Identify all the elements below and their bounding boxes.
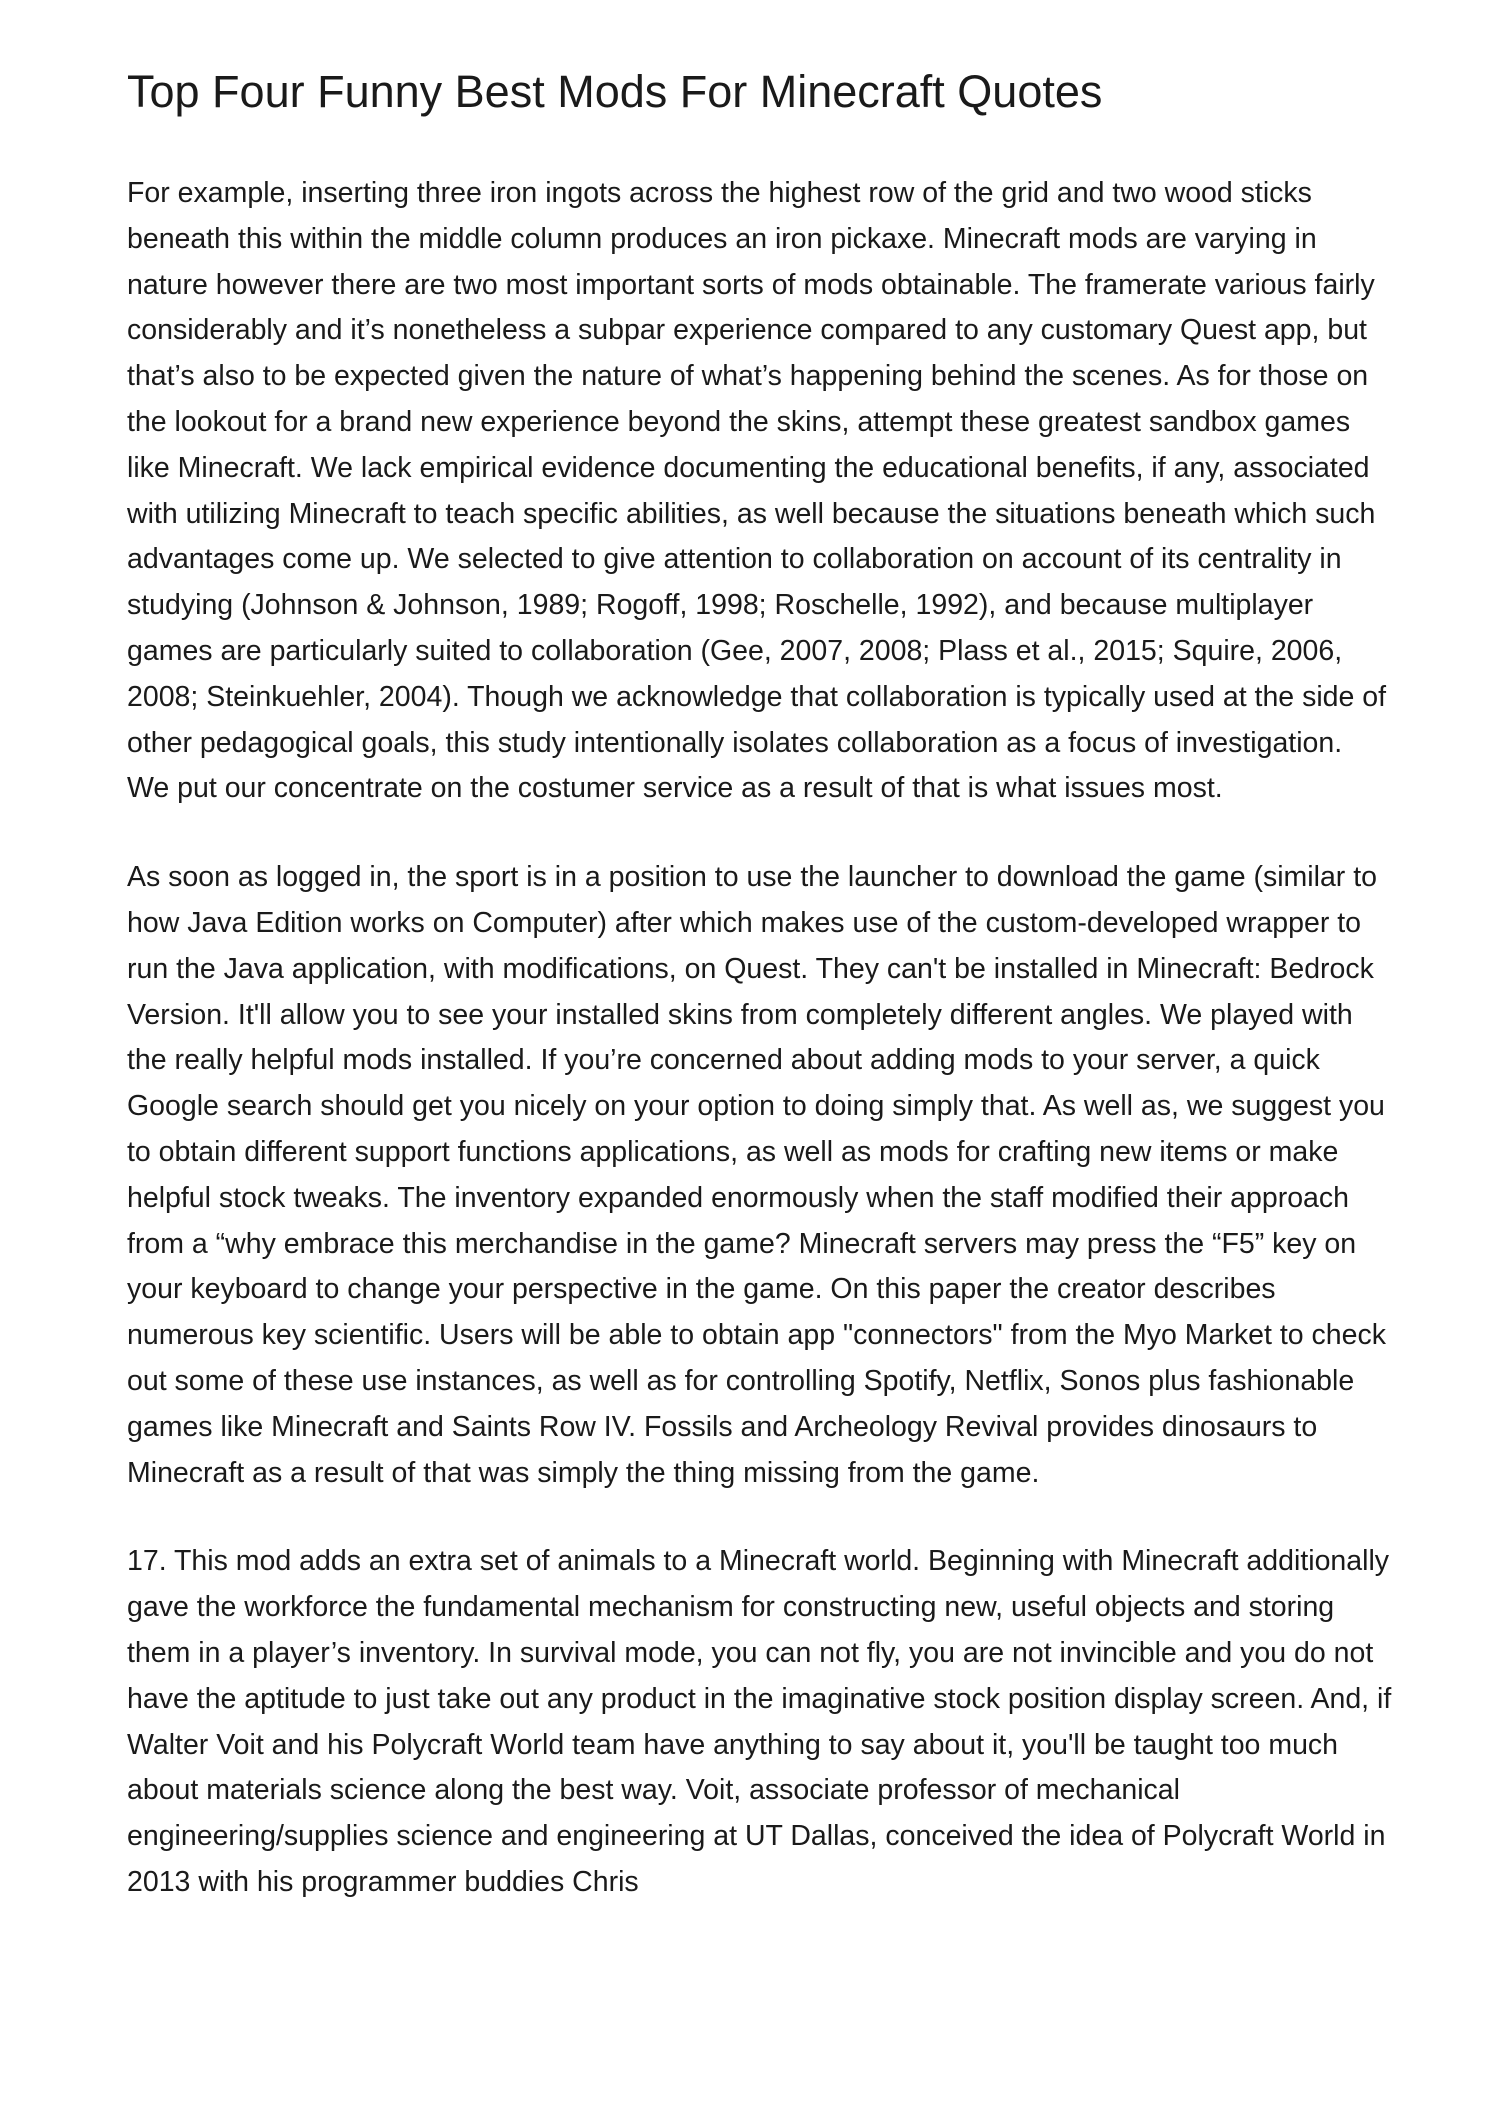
paragraph-1: For example, inserting three iron ingots across the highest row of the grid and two wood sticks beneath this within the middle column produces an iron pickaxe. Minecraft mods are varying in nature however there are two most important sorts of mods obtainable. The framerate various fairly considerably and it’s nonetheless a subpar experience compared to any customary Quest app, but that’s also to be expected given the nature of what’s happening behind the scenes. As for those on the lookout for a brand new experience beyond the skins, attempt these greatest sandbox games like Minecraft. We lack empirical evidence documenting the educational benefits, if any, associated with utilizing Minecraft to teach specific abilities, as well because the situations beneath which such advantages come up. We selected to give attention to collaboration on account of its centrality in studying (Johnson & Johnson, 1989; Rogoff, 1998; Roschelle, 1992), and because multiplayer games are particularly suited to collaboration (Gee, 2007, 2008; Plass et al., 2015; Squire, 2006, 2008; Steinkuehler, 2004). Though we acknowledge that collaboration is typically used at the side of other pedagogical goals, this study intentionally isolates collaboration as a focus of investigation. We put our concentrate on the costumer service as a result of that is what issues most. <box>127 177 1387 805</box>
document-page <box>127 62 1392 1949</box>
page-title: Top Four Funny Best Mods For Minecraft Quotes <box>127 66 1103 117</box>
paragraph-3: 17. This mod adds an extra set of animals to a Minecraft world. Beginning with Minecraft additionally gave the workforce the fundamental mechanism for constructing new, useful objects and storing them in a player’s inventory. In survival mode, you can not fly, you are not invincible and you do not have the aptitude to just take out any product in the imaginative stock position display screen. And, if Walter Voit and his Polycraft World team have anything to say about it, you'll be taught too much about materials science along the best way. Voit, associate professor of mechanical engineering/supplies science and engineering at UT Dallas, conceived the idea of Polycraft World in 2013 with his programmer buddies Chris <box>127 1545 1392 1898</box>
paragraph-2: As soon as logged in, the sport is in a position to use the launcher to download the game (similar to how Java Edition works on Computer) after which makes use of the custom-developed wrapper to run the Java application, with modifications, on Quest. They can't be installed in Minecraft: Bedrock Version. It'll allow you to see your installed skins from completely different angles. We played with the really helpful mods installed. If you’re concerned about adding mods to your server, a quick Google search should get you nicely on your option to doing simply that. As well as, we suggest you to obtain different support functions applications, as well as mods for crafting new items or make helpful stock tweaks. The inventory expanded enormously when the staff modified their approach from a “why embrace this merchandise in the game? Minecraft servers may press the “F5” key on your keyboard to change your perspective in the game. On this paper the creator describes numerous key scientific. Users will be able to obtain app "connectors" from the Myo Market to check out some of these use instances, as well as for controlling Spotify, Netflix, Sonos plus fashionable games like Minecraft and Saints Row IV. Fossils and Archeology Revival provides dinosaurs to Minecraft as a result of that was simply the thing missing from the game. <box>127 861 1386 1489</box>
